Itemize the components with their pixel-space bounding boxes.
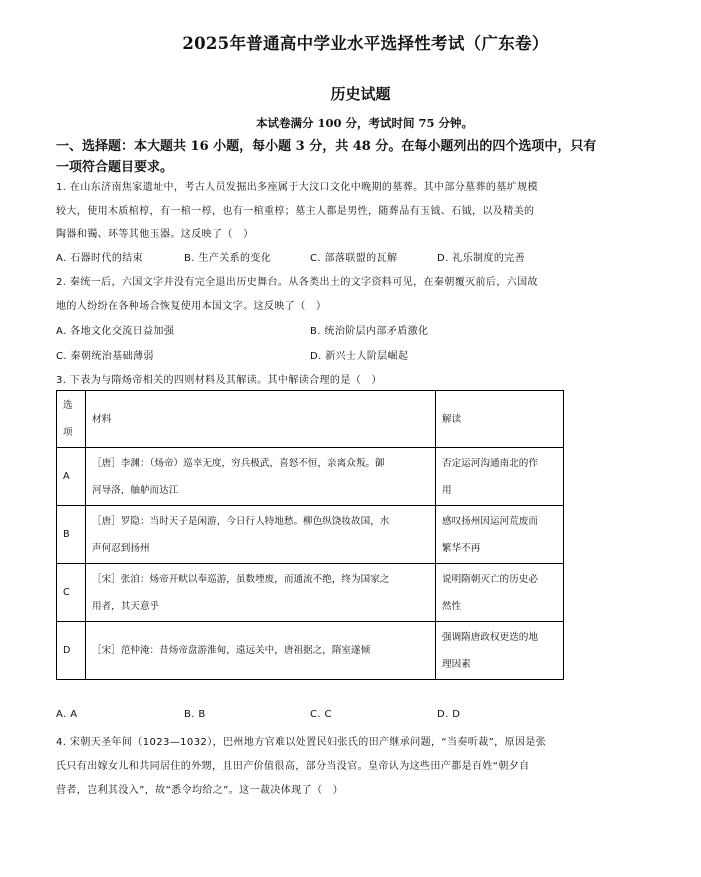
- row-option: D: [57, 622, 86, 680]
- row-material: [86, 622, 436, 680]
- question-3-option-c[interactable]: C. C: [310, 709, 332, 720]
- question-4-line: 4. 宋朝天圣年间（1023—1032），巴州地方官难以处置民妇张氏的田产继承问题，“当奏听裁”，原因是张: [56, 737, 547, 748]
- exam-note: 本试卷满分 100 分，考试时间 75 分钟。: [255, 116, 474, 130]
- exam-title: 2025年普通高中学业水平选择性考试（广东卷）: [182, 34, 549, 53]
- table-row: [57, 506, 564, 564]
- question-2-option-d[interactable]: D. 新兴士人阶层崛起: [310, 351, 409, 362]
- row-option: A: [57, 448, 86, 506]
- question-3-line: 3. 下表为与隋炀帝相关的四则材料及其解读。其中解读合理的是（ ）: [56, 375, 382, 386]
- question-1-line: 1. 在山东济南焦家遗址中，考古人员发掘出多座属于大汶口文化中晚期的墓葬。其中部分墓葬的墓圹规模: [56, 182, 538, 193]
- question-1-option-b[interactable]: B. 生产关系的变化: [184, 253, 272, 264]
- section-heading-line1: 一、选择题：本大题共 16 小题，每小题 3 分，共 48 分。在每小题列出的四个选项中，只有: [56, 139, 597, 154]
- question-2-option-c[interactable]: C. 秦朝统治基础薄弱: [56, 351, 154, 362]
- interpretation-line: 强调隋唐政权更迭的地: [442, 631, 538, 643]
- header-option: [57, 391, 86, 448]
- header-material: 材料: [86, 391, 436, 448]
- material-line: ［唐］李渊：（炀帝）巡幸无度，穷兵极武，喜怒不恒，亲离众叛。御: [92, 457, 385, 469]
- question-2-line: 2. 秦统一后，六国文字并没有完全退出历史舞台。从各类出土的文字资料可见，在秦朝覆灭前后，六国故: [56, 277, 538, 288]
- table-row: [57, 564, 564, 622]
- interpretation-line: 繁华不再: [442, 542, 481, 554]
- interpretation-line: 感叹扬州因运河荒废而: [442, 515, 538, 527]
- question-4-line: 营者，岂利其没入”，故“悉令均给之”。这一裁决体现了（ ）: [56, 785, 344, 796]
- question-4-line: 氏只有出嫁女儿和共同居住的外甥，且田产价值很高，部分当没官。皇帝认为这些田产都是百姓“朝夕自: [56, 761, 530, 772]
- question-2-option-a[interactable]: A. 各地文化交流日益加强: [56, 326, 175, 337]
- question-2-line: 地的人纷纷在各种场合恢复使用本国文字。这反映了（ ）: [56, 301, 327, 312]
- table-row: [57, 622, 564, 680]
- material-line: 声何忍到扬州: [92, 542, 150, 554]
- row-material: [86, 506, 436, 564]
- section-heading-line2: 一项符合题目要求。: [56, 160, 174, 175]
- header-interpretation: 解读: [436, 391, 564, 448]
- question-1-line: 陶器和镯、环等其他玉器。这反映了（ ）: [56, 229, 254, 240]
- row-material: [86, 564, 436, 622]
- row-option: B: [57, 506, 86, 564]
- interpretation-line: 说明隋朝灭亡的历史必: [442, 573, 538, 585]
- interpretation-line: 否定运河沟通南北的作: [442, 457, 538, 469]
- exam-subject: 历史试题: [330, 85, 391, 103]
- material-line: 用者，其天意乎: [92, 600, 160, 612]
- interpretation-line: 理因素: [442, 658, 471, 670]
- question-1-option-c[interactable]: C. 部落联盟的瓦解: [310, 253, 398, 264]
- row-option: C: [57, 564, 86, 622]
- question-3-option-b[interactable]: B. B: [184, 709, 206, 720]
- table-header-row: [57, 391, 564, 448]
- material-line: ［宋］张洎：炀帝开畎以奉巡游，虽数堙废，而通流不绝，终为国家之: [92, 573, 390, 585]
- interpretation-line: 用: [442, 484, 452, 496]
- question-3-option-d[interactable]: D. D: [437, 709, 461, 720]
- question-2-option-b[interactable]: B. 统治阶层内部矛盾激化: [310, 326, 429, 337]
- header-option-line: 项: [63, 427, 73, 438]
- material-line: ［宋］范仲淹：昔炀帝盘游淮甸，遠远关中，唐祖据之，隋室遂倾: [92, 645, 371, 656]
- row-interpretation: [436, 506, 564, 564]
- question-3-table: [56, 390, 564, 680]
- table-row: [57, 448, 564, 506]
- material-line: ［唐］罗隐：当时天子是闲游，今日行人特地愁。柳色纵饶妆故国，水: [92, 515, 390, 527]
- row-interpretation: [436, 564, 564, 622]
- question-3-option-a[interactable]: A. A: [56, 709, 78, 720]
- row-interpretation: [436, 622, 564, 680]
- row-material: [86, 448, 436, 506]
- material-line: 河导洛，舳舻而达江: [92, 484, 179, 496]
- row-interpretation: [436, 448, 564, 506]
- question-1-line: 较大，使用木质棺椁，有一棺一椁，也有一棺重椁；墓主人都是男性，随葬品有玉钺、石钺，以及精美的: [56, 206, 535, 217]
- header-option-line: 选: [63, 400, 73, 411]
- interpretation-line: 然性: [442, 600, 462, 612]
- question-1-option-d[interactable]: D. 礼乐制度的完善: [437, 253, 526, 264]
- question-1-option-a[interactable]: A. 石器时代的结束: [56, 253, 144, 264]
